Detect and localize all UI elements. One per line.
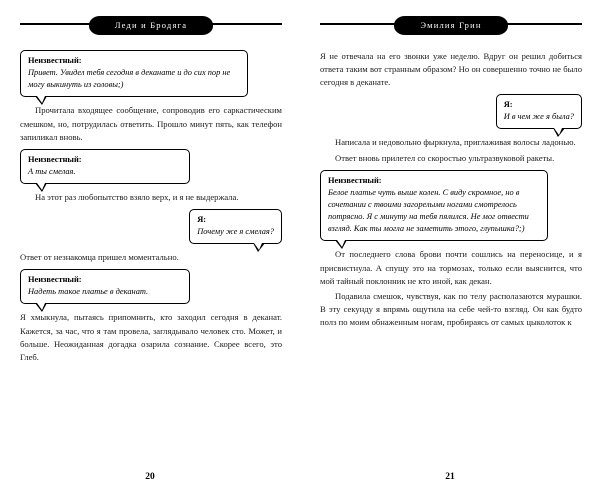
- paragraph: Я не отвечала на его звонки уже неделю. Вдруг он решил добиться ответа таким вот странным образом? Но он совершенно точно не было сегодня в деканате.: [320, 51, 582, 88]
- paragraph: Я хмыкнула, пытаясь припомнить, кто заходил сегодня в деканат. Кажется, за час, что я там провела, заглядывало человек сто. Может, и больше. Неожиданная догадка озарила сознание. Скорее всего, это Глеб.: [20, 312, 282, 362]
- page-number: 21: [445, 472, 455, 482]
- bubble-wrap: [20, 209, 282, 244]
- bubble-message: Почему же я смелая?: [197, 226, 274, 236]
- paragraph: От последнего слова брови почти сошлись на переносице, и я присвистнула. А спущу это на тормозах, только если выяснится, что мой тайный поклонник не кто иной, как декан.: [320, 249, 582, 286]
- bubble-tail-icon: [35, 183, 47, 192]
- bubble-tail-icon: [335, 240, 347, 249]
- bubble-tail-icon: [35, 303, 47, 312]
- bubble-message: А ты смелая.: [28, 166, 76, 176]
- bubble-wrap: [20, 269, 282, 304]
- bubble-tail-icon: [553, 128, 565, 137]
- paragraph: Написала и недовольно фыркнула, приглаживая волосы ладонью.: [335, 137, 576, 148]
- paragraph: Ответ вновь прилетел со скоростью ультразвуковой ракеты.: [335, 152, 555, 163]
- bubble-wrap: [320, 170, 582, 242]
- bubble-message: Надеть такое платье в деканат.: [28, 287, 149, 297]
- paragraph: На этот раз любопытство взяло верх, и я не выдержала.: [35, 191, 239, 202]
- paragraph: Ответ от незнакомца пришел моментально.: [20, 252, 179, 263]
- bubble-tail-icon: [35, 96, 47, 105]
- chat-bubble: [496, 94, 582, 129]
- bubble-wrap: [320, 94, 582, 129]
- chat-bubble: [20, 269, 190, 304]
- right-page-header: [320, 12, 582, 38]
- bubble-tail-icon: [253, 243, 265, 252]
- author-name-plate: Эмилия Грин: [394, 16, 507, 35]
- right-page: [300, 0, 600, 492]
- bubble-speaker: Я:: [197, 214, 207, 224]
- book-title-plate: Леди и Бродяга: [89, 16, 213, 35]
- chat-bubble: [320, 170, 548, 242]
- bubble-message: Белое платье чуть выше колен. С виду скромное, но в сочетании с твоими загорелыми ногами смотрелось потрясно. Я с минуту на тебя пялился. Не мог отвести взгляд. Как ты могла не заметить этого, глупышка?;): [328, 187, 529, 234]
- bubble-wrap: [20, 149, 282, 184]
- bubble-speaker: Неизвестный:: [28, 56, 82, 65]
- bubble-speaker: Неизвестный:: [328, 175, 382, 185]
- bubble-message: И в чем же я была?: [503, 112, 574, 122]
- page-number: 20: [145, 472, 155, 482]
- chat-bubble: [20, 50, 248, 97]
- paragraph: Прочитала входящее сообщение, сопроводив его саркастическим смешком, но, потрудилась ответить. Прошло минут пять, как телефон запиликал вновь.: [20, 105, 282, 142]
- bubble-speaker: Неизвестный:: [28, 154, 82, 164]
- chat-bubble: [189, 209, 282, 244]
- bubble-speaker: Я:: [503, 100, 513, 110]
- bubble-wrap: [20, 50, 282, 97]
- left-page-header: [20, 12, 282, 38]
- paragraph: Подавила смешок, чувствуя, как по телу располазаются мурашки. В эту секунду я впрямь ощутила на себе чей-то взгляд. Он как будто полз по моим обнаженным ногам, пробираясь от самых цыколоток к: [320, 290, 582, 327]
- chat-bubble: [20, 149, 190, 184]
- bubble-message: Привет. Увидел тебя сегодня в деканате и до сих пор не могу выкинуть из головы;): [28, 68, 231, 90]
- bubble-speaker: Неизвестный:: [28, 275, 82, 285]
